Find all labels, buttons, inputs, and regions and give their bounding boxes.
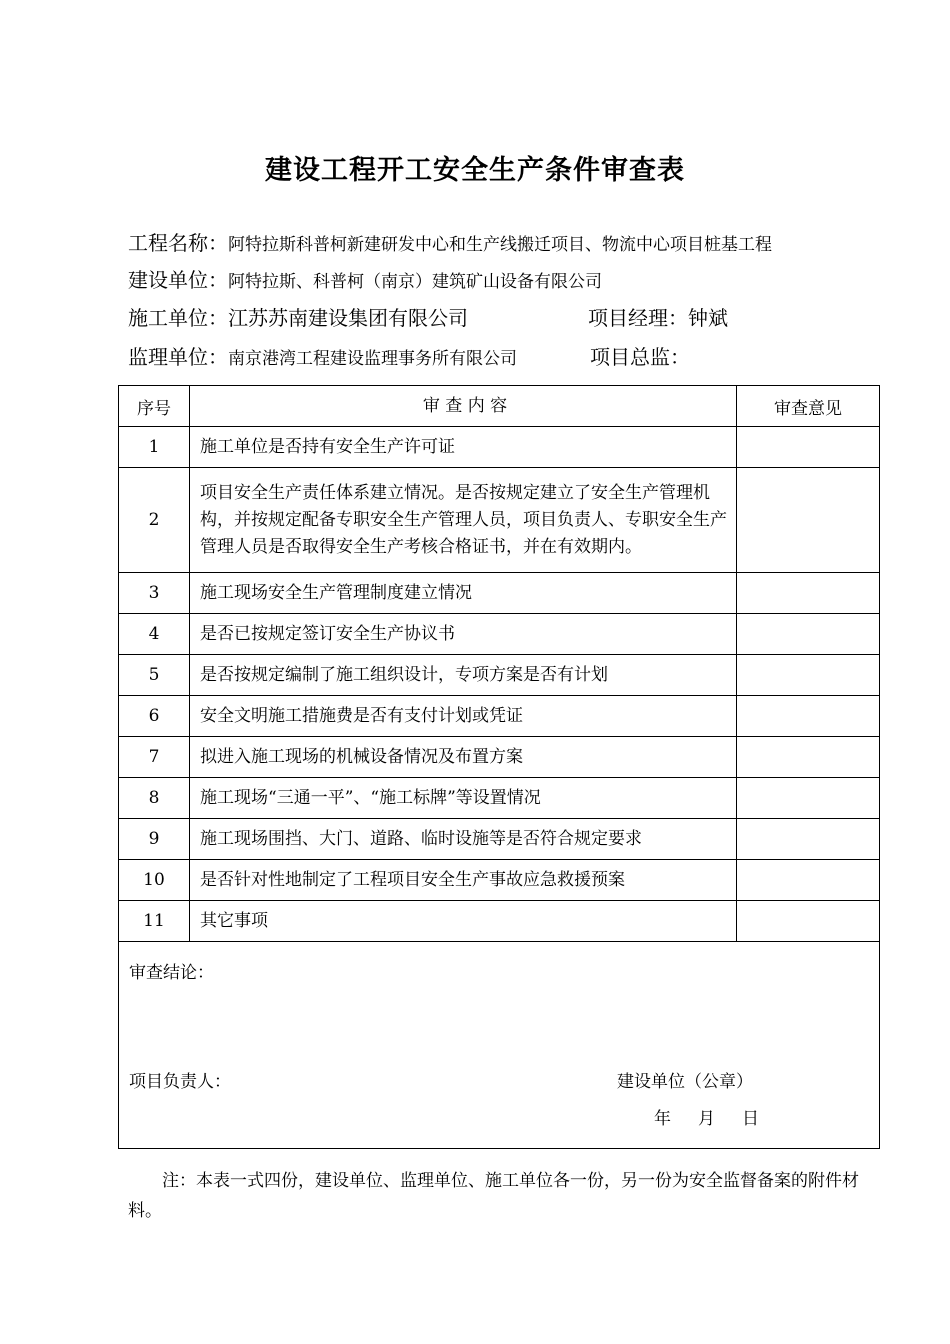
conclusion-label: 审查结论： <box>129 963 214 983</box>
table-row <box>119 778 880 819</box>
project-name-label: 工程名称： <box>128 231 228 255</box>
row-opinion-cell[interactable] <box>737 819 880 860</box>
builder-seal-label: 建设单位（公章） <box>617 1072 753 1092</box>
row-no: 10 <box>119 860 190 901</box>
row-opinion-cell[interactable] <box>737 573 880 614</box>
row-opinion-cell[interactable] <box>737 427 880 468</box>
row-no: 3 <box>119 573 190 614</box>
builder-label: 建设单位： <box>128 268 228 292</box>
project-leader-label: 项目负责人： <box>129 1072 231 1092</box>
project-manager-value: 钟斌 <box>688 306 728 330</box>
table-row <box>119 901 880 942</box>
row-content: 施工现场安全生产管理制度建立情况 <box>190 573 737 614</box>
header-no: 序号 <box>119 386 190 427</box>
supervisor-label: 监理单位： <box>128 345 228 369</box>
row-opinion-cell[interactable] <box>737 737 880 778</box>
row-no: 8 <box>119 778 190 819</box>
date-label: 年 月 日 <box>654 1109 760 1129</box>
row-opinion-cell[interactable] <box>737 655 880 696</box>
row-opinion-cell[interactable] <box>737 860 880 901</box>
row-opinion-cell[interactable] <box>737 614 880 655</box>
footnote: 注：本表一式四份，建设单位、监理单位、施工单位各一份，另一份为安全监督备案的附件材料。 <box>128 1171 859 1221</box>
header-opinion: 审查意见 <box>737 386 880 427</box>
row-content: 是否已按规定签订安全生产协议书 <box>190 614 737 655</box>
row-content: 项目安全生产责任体系建立情况。是否按规定建立了安全生产管理机构，并按规定配备专职安全生产管理人员，项目负责人、专职安全生产管理人员是否取得安全生产考核合格证书，并在有效期内。 <box>190 468 737 573</box>
conclusion-row <box>119 942 880 1149</box>
row-opinion-cell[interactable] <box>737 468 880 573</box>
supervisor-value: 南京港湾工程建设监理事务所有限公司 <box>228 349 517 369</box>
row-content: 施工现场围挡、大门、道路、临时设施等是否符合规定要求 <box>190 819 737 860</box>
row-content: 施工单位是否持有安全生产许可证 <box>190 427 737 468</box>
table-row <box>119 696 880 737</box>
row-content: 拟进入施工现场的机械设备情况及布置方案 <box>190 737 737 778</box>
table-row <box>119 614 880 655</box>
conclusion-cell[interactable] <box>119 942 880 1149</box>
row-content: 其它事项 <box>190 901 737 942</box>
row-opinion-cell[interactable] <box>737 778 880 819</box>
header-content: 审 查 内 容 <box>190 386 737 427</box>
row-no: 11 <box>119 901 190 942</box>
contractor-line <box>128 302 468 331</box>
table-row <box>119 573 880 614</box>
row-no: 4 <box>119 614 190 655</box>
row-content: 是否按规定编制了施工组织设计，专项方案是否有计划 <box>190 655 737 696</box>
builder-line <box>128 264 602 293</box>
chief-supervisor-line <box>590 341 690 370</box>
supervisor-line <box>128 341 517 370</box>
chief-supervisor-label: 项目总监： <box>590 345 690 369</box>
review-table <box>118 385 880 1149</box>
row-no: 5 <box>119 655 190 696</box>
project-name-value: 阿特拉斯科普柯新建研发中心和生产线搬迁项目、物流中心项目桩基工程 <box>228 235 772 255</box>
project-manager-line <box>588 302 728 331</box>
table-row <box>119 860 880 901</box>
table-row <box>119 737 880 778</box>
table-row <box>119 655 880 696</box>
row-content: 是否针对性地制定了工程项目安全生产事故应急救援预案 <box>190 860 737 901</box>
contractor-value: 江苏苏南建设集团有限公司 <box>228 306 468 330</box>
row-opinion-cell[interactable] <box>737 696 880 737</box>
row-opinion-cell[interactable] <box>737 901 880 942</box>
project-name-line <box>128 227 772 256</box>
project-manager-label: 项目经理： <box>588 306 688 330</box>
row-content: 施工现场“三通一平”、“施工标牌”等设置情况 <box>190 778 737 819</box>
row-content: 安全文明施工措施费是否有支付计划或凭证 <box>190 696 737 737</box>
row-no: 2 <box>119 468 190 573</box>
row-no: 1 <box>119 427 190 468</box>
table-row <box>119 468 880 573</box>
builder-value: 阿特拉斯、科普柯（南京）建筑矿山设备有限公司 <box>228 272 602 292</box>
table-header-row <box>119 386 880 427</box>
contractor-label: 施工单位： <box>128 306 228 330</box>
row-no: 6 <box>119 696 190 737</box>
table-row <box>119 427 880 468</box>
row-no: 9 <box>119 819 190 860</box>
row-no: 7 <box>119 737 190 778</box>
table-row <box>119 819 880 860</box>
page-title: 建设工程开工安全生产条件审查表 <box>265 155 685 186</box>
